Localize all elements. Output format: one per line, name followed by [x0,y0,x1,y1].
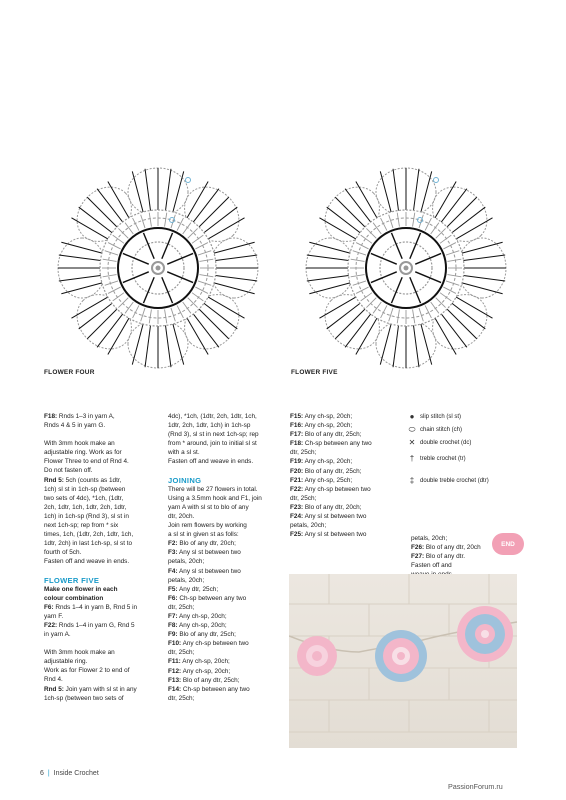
text-line [168,521,283,530]
line-text: Any ch-sp between two [181,640,249,648]
text-line [168,494,283,503]
text-line [168,603,283,612]
line-label: F20: [290,467,304,475]
line-text: With 3mm hook make an [44,649,115,657]
text-line [290,530,405,539]
line-text: Flower Three to end of Rnd 4. [44,458,129,466]
line-text: Any sl st between two [303,513,367,521]
legend-text: slip stitch (sl st) [420,413,462,420]
line-label: F7: [168,612,178,620]
line-text: dtr, 25ch; [168,603,195,611]
text-line [168,512,283,521]
line-label: F18: [44,413,58,420]
text-line [168,639,283,648]
line-label: F13: [168,676,182,684]
line-text: Blo of any dtr, 25ch; [177,631,236,639]
stitch-symbol-icon: ● [409,412,415,421]
text-line [290,421,405,430]
text-line [44,485,159,494]
line-label: F10: [168,640,182,648]
line-label: F9: [168,631,178,639]
text-line [168,585,283,594]
text-line [44,612,159,621]
line-text: Any ch-sp, 20ch; [181,667,231,675]
text-line [44,466,159,475]
spacer [44,639,159,648]
line-text: Fasten off and weave in ends. [168,458,254,466]
text-line [168,667,283,676]
text-column-1 [44,412,159,703]
line-text: dtr, 25ch; [290,449,317,457]
text-line [290,430,405,439]
line-text: dtr, 20ch. [168,512,195,520]
line-text: Fasten off and weave in ends. [44,558,130,566]
line-text: adjustable ring. [44,658,88,666]
line-text: next 1ch-sp; rep from * six [44,522,119,530]
line-label: F22: [290,485,304,493]
text-line [44,494,159,503]
text-line [411,552,501,561]
text-line [290,503,405,512]
line-text: with a sl st. [168,449,200,457]
line-text: Any sl st between two [177,549,241,557]
text-line [44,648,159,657]
text-line [44,457,159,466]
text-line [411,543,501,552]
line-label: F16: [290,422,304,430]
text-line [168,630,283,639]
flower-four-label: FLOWER FOUR [44,369,95,376]
line-text: 1ch-sp (between two sets of [44,694,124,702]
text-line [44,603,159,612]
flower-four-chart [40,160,276,370]
text-column-2 [168,412,283,703]
text-line [290,467,405,476]
line-text: (Rnd 3), sl st in next 1ch-sp; rep [168,431,259,439]
text-line [44,530,159,539]
text-line [168,457,283,466]
line-text: adjustable ring. Work as for [44,449,122,457]
text-line [168,567,283,576]
text-line [44,448,159,457]
line-text: Any ch-sp, 20ch; [303,458,353,466]
line-label: F11: [168,658,181,666]
text-line [290,439,405,448]
legend-text: treble crochet (tr) [420,455,466,462]
line-text: 1ch) in 1ch-sp (Rnd 3), sl st in [44,512,129,520]
stitch-symbol-icon: ⬭ [408,425,416,434]
text-line [290,485,405,494]
line-text: Ch-sp between any two [177,594,247,602]
line-label: F8: [168,622,178,630]
text-line [168,657,283,666]
text-line [44,621,159,630]
line-label: F2: [168,540,178,548]
text-line [44,521,159,530]
line-label: F24: [290,513,304,521]
line-text: Do not fasten off. [44,467,93,475]
text-line [290,412,405,421]
line-label: F27: [411,553,425,561]
line-text: petals, 20ch; [411,535,448,542]
line-text: With 3mm hook make an [44,440,115,448]
line-text: 2ch, 1dtr, 1ch, 1dtr, 2ch, 1dtr, [44,503,127,511]
line-text: two sets of 4dc), *1ch, (1dtr, [44,494,124,502]
line-text: fourth of 5ch. [44,549,82,557]
text-line [44,675,159,684]
text-line [168,676,283,685]
text-line [411,561,501,570]
line-text: Blo of any dtr, 25ch; [181,676,240,684]
text-line [290,448,405,457]
line-text: Blo of any dtr, 20ch; [177,540,236,548]
line-text: Blo of any dtr, 25ch; [303,467,362,475]
text-line [44,421,159,430]
text-line [290,521,405,530]
line-label: F5: [168,585,178,593]
line-text: Join yarn with sl st in any [63,685,137,693]
line-text: dtr, 25ch; [168,649,195,657]
line-text: Any ch-sp, 20ch; [303,413,353,420]
line-text: from * around, join to initial sl st [168,440,257,448]
line-text: Blo of any dtr, 20ch [424,544,481,552]
line-label: F4: [168,567,178,575]
line-text: Any dtr, 25ch; [177,585,219,593]
line-text: petals, 20ch; [290,522,327,530]
text-line [168,557,283,566]
line-text: Fasten off and [411,562,452,570]
line-text: 1dtr, 2ch) in last 1ch-sp, sl st to [44,540,133,548]
line-label: F22: [44,621,58,629]
line-text: in yarn A. [44,631,71,639]
site-watermark: PassionForum.ru [448,782,503,791]
text-line [44,512,159,521]
text-line [168,548,283,557]
text-line [44,548,159,557]
text-line [290,457,405,466]
text-line [168,539,283,548]
line-text: 1dtr, 2ch, 1dtr, 1ch) in 1ch-sp [168,422,251,430]
text-line [44,666,159,675]
text-line [168,485,283,494]
text-line [290,494,405,503]
section-heading: FLOWER FIVE [44,575,100,585]
line-label: F6: [168,594,178,602]
line-label: F6: [44,603,54,611]
line-label: Rnd 5: [44,476,64,484]
subheading: colour combination [44,594,104,602]
text-column-3 [290,412,405,539]
line-label: F18: [290,440,304,448]
line-text: Blo of any dtr, 20ch; [303,503,362,511]
stitch-symbol-icon: ✕ [408,438,416,447]
line-label: F26: [411,544,425,552]
line-text: 5ch (counts as 1dtr, [63,476,122,484]
line-text: Join rem flowers by working [168,522,247,530]
line-text: Using a 3.5mm hook and F1, join [168,494,262,502]
line-label: Rnd 5: [44,685,64,693]
line-label: F17: [290,431,304,439]
text-line [44,557,159,566]
legend-item [404,476,489,485]
end-badge: END [492,533,524,555]
text-line [168,430,283,439]
spacer [44,430,159,439]
line-text: yarn F. [44,612,64,620]
line-text: Blo of any dtr. [424,553,465,561]
stitch-symbol-icon: † [409,454,415,463]
line-text: dtr, 25ch; [290,494,317,502]
text-line [44,503,159,512]
line-text: Rnd 4. [44,676,63,684]
line-label: F14: [168,685,182,693]
page-number: 6 [40,770,44,777]
line-label: F19: [290,458,304,466]
section-heading: JOINING [168,475,202,485]
line-text: dtr, 25ch; [168,694,195,702]
line-text: Rnds 4 & 5 in yarn G. [44,422,106,430]
spacer [44,567,159,576]
line-text: Any ch-sp, 25ch; [303,476,353,484]
line-text: There will be 27 flowers in total. [168,485,258,493]
line-label: F23: [290,503,304,511]
line-text: petals, 20ch; [168,558,205,566]
legend-text: chain stitch (ch) [420,427,463,433]
page-footer: 6 | Inside Crochet [40,770,99,777]
text-line [44,694,159,703]
line-text: Any ch-sp between two [303,485,371,493]
text-line [168,612,283,621]
text-line [168,530,283,539]
line-text: Rnds 1–3 in yarn A, [57,413,115,420]
magazine-name: Inside Crochet [53,770,99,777]
line-text: 4dc), *1ch, (1dtr, 2ch, 1dtr, 1ch, [168,413,257,420]
text-line [290,476,405,485]
text-line [168,685,283,694]
legend-item [404,454,466,463]
text-line [168,594,283,603]
line-text: Ch-sp between any two [303,440,372,448]
text-line [411,534,501,543]
legend-item [404,425,462,435]
line-text: Any ch-sp, 20ch; [177,622,227,630]
flower-five-label: FLOWER FIVE [291,369,338,376]
text-column-4 [411,534,501,579]
text-line [290,512,405,521]
line-text: Any ch-sp, 20ch; [303,422,353,430]
text-line [44,630,159,639]
legend-text: double treble crochet (dtr) [420,477,489,484]
line-text: Rnds 1–4 in yarn B, Rnd 5 in [53,603,138,611]
line-label: F15: [290,413,304,420]
spacer [168,467,283,476]
line-text: 1ch) sl st in 1ch-sp (between [44,485,126,493]
text-line [168,694,283,703]
legend-item [404,412,461,421]
text-line [44,657,159,666]
text-line [168,576,283,585]
text-line [168,439,283,448]
line-text: Any ch-sp, 20ch; [177,612,227,620]
line-text: times, 1ch, (1dtr, 2ch, 1dtr, 1ch, [44,531,134,539]
line-label: F3: [168,549,178,557]
line-label: F25: [290,531,304,539]
text-line [168,503,283,512]
line-text: Work as for Flower 2 to end of [44,667,130,675]
text-line [44,476,159,485]
legend-text: double crochet (dc) [420,439,472,446]
text-line [168,421,283,430]
text-line [44,412,159,421]
text-line [168,648,283,657]
line-text: Any ch-sp, 20ch; [180,658,230,666]
line-text: Any sl st between two [177,567,241,575]
text-line [44,439,159,448]
line-text: Ch-sp between any two [181,685,250,693]
line-text: a sl st in given st as folls: [168,531,239,539]
subheading: Make one flower in each [44,585,118,593]
legend-item [404,438,471,447]
line-text: yarn A with sl st to blo of any [168,503,249,511]
line-text: petals, 20ch; [168,576,205,584]
text-line [44,539,159,548]
stitch-symbol-icon: ‡ [409,476,415,485]
line-label: F21: [290,476,304,484]
line-text: Any sl st between two [303,531,367,539]
text-line [44,685,159,694]
line-text: Blo of any dtr, 25ch; [303,431,362,439]
line-label: F12: [168,667,182,675]
line-text: Rnds 1–4 in yarn G, Rnd 5 [57,621,135,629]
garland-photo [289,574,517,748]
text-line [168,412,283,421]
text-line [168,621,283,630]
flower-five-chart [288,160,524,370]
text-line [168,448,283,457]
